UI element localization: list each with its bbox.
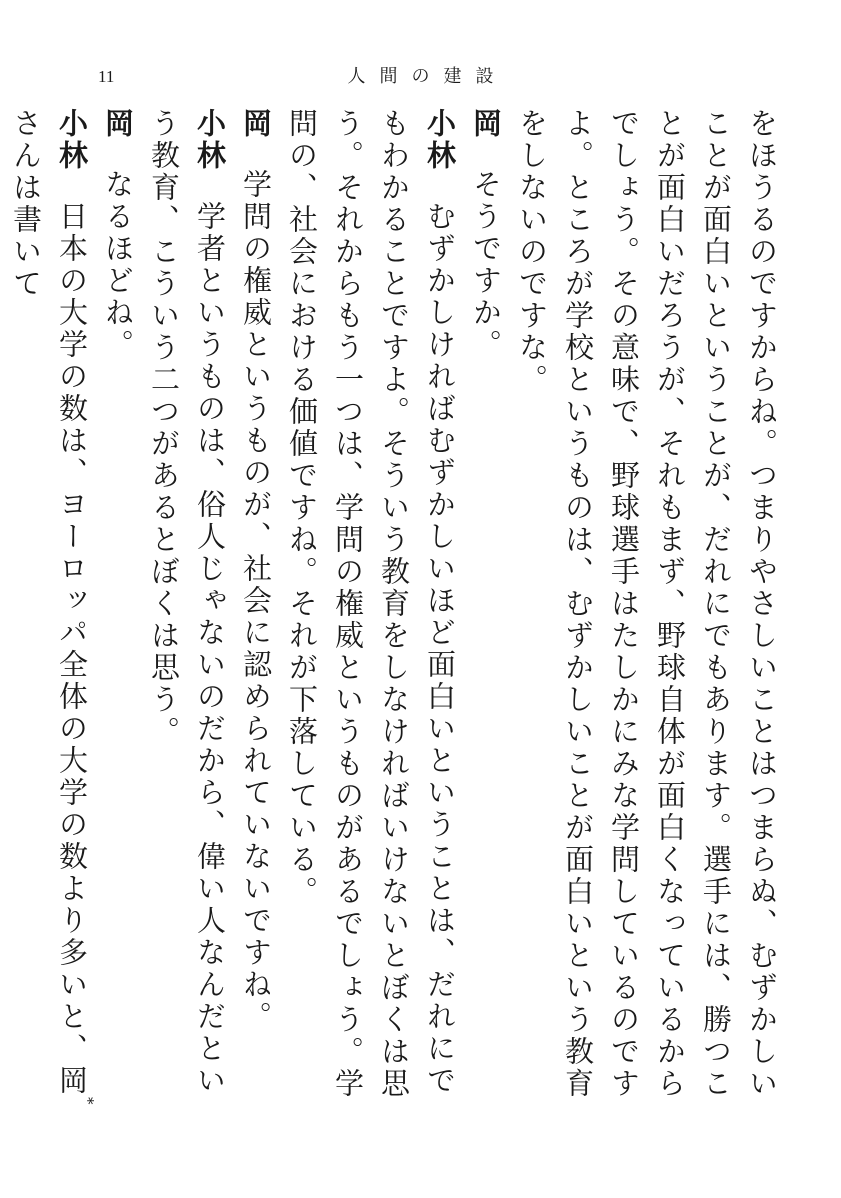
paragraph (509, 108, 785, 1108)
paragraph-text: をほうるのですからね。つまりやさしいことはつまらぬ、むずかしいことが面白いということが、だれにでもあります。選手には、勝つことが面白いだろうが、それもまず、野球自体が面白くなっているからでしょう。その意味で、野球選手はたしかにみな学問しているのですよ。ところが学校というものは、むずかしいことが面白いという教育をしないのですな。 (515, 108, 779, 1100)
page-number: 11 (98, 67, 115, 86)
running-header-title: 人間の建設 (347, 66, 508, 87)
speaker-label: 岡 (469, 108, 503, 140)
speaker-gap (58, 172, 87, 201)
speaker-gap (426, 172, 455, 201)
paragraph (141, 108, 233, 1108)
speaker-gap (242, 140, 271, 169)
speaker-gap (472, 140, 501, 169)
paragraph (279, 108, 463, 1108)
paragraph-text: 日本の大学の数は、ヨーロッパ全体の大学の数より多いと、岡 (55, 201, 89, 1097)
paragraph (233, 108, 279, 1108)
body-text (9, 108, 785, 1108)
speaker-label: 岡 (239, 108, 273, 140)
paragraph-text: むずかしければむずかしいほど面白いということは、だれにでもわかることですよ。そういう教育をしなければいけないとぼくは思う。それからもう一つは、学問の権威というものがあるでしょう。学問の、社会における価値ですね。それが下落している。 (285, 108, 457, 1100)
paragraph (3, 108, 95, 1108)
speaker-label: 小林 (423, 108, 457, 172)
paragraph (463, 108, 509, 1108)
paragraph-text: さんは書いて (9, 108, 43, 300)
paragraph-text: 学問の権威というものが、社会に認められていないですね。 (239, 169, 273, 1033)
paragraph-text: なるほどね。 (101, 169, 135, 361)
speaker-gap (196, 172, 225, 201)
speaker-label: 岡 (101, 108, 135, 140)
paragraph-text: そうですか。 (469, 169, 503, 361)
speaker-label: 小林 (55, 108, 89, 172)
paragraph (95, 108, 141, 1108)
speaker-label: 小林 (193, 108, 227, 172)
paragraph-text: 学者というものは、俗人じゃないのだから、偉い人なんだという教育、こういう二つがあるとぼくは思う。 (147, 108, 227, 1097)
footnote-marker: * (79, 1097, 97, 1108)
speaker-gap (104, 140, 133, 169)
